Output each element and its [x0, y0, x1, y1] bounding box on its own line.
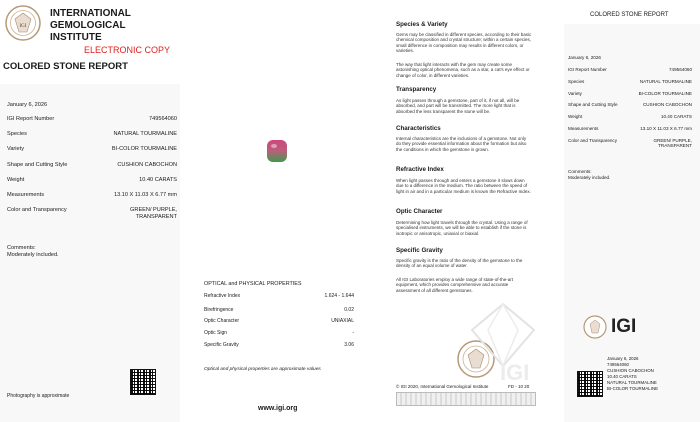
- stub-line: January 6, 2026: [607, 356, 639, 361]
- tourmaline-gem-icon: [266, 139, 288, 163]
- optical-value: -: [352, 330, 354, 336]
- right-comments-label: Comments:: [568, 169, 592, 174]
- optical-value: 3.06: [344, 342, 354, 348]
- form-code: FD - 10 20: [508, 384, 530, 389]
- report-date: January 6, 2026: [7, 102, 48, 108]
- detail-label: Shape and Cutting Style: [7, 162, 68, 168]
- section-paragraph: Determining how light travels through the crystal. Using a range of specialised instruments, we will be able to establish if the stone is isotropic or anisotropic, uniaxial or biaxial.: [396, 220, 528, 236]
- svg-text:IGI: IGI: [19, 24, 27, 29]
- detail-row: [7, 162, 177, 168]
- detail-row: [7, 131, 177, 137]
- right-detail-label: Measurements: [568, 126, 599, 131]
- detail-row: [7, 177, 177, 183]
- optical-label: Optic Character: [204, 318, 240, 324]
- optical-label: Optic Sign: [204, 330, 228, 336]
- detail-row: [7, 116, 177, 122]
- optical-value: UNIAXIAL: [331, 318, 354, 324]
- right-stub-block: [607, 356, 658, 392]
- detail-label: Weight: [7, 177, 25, 183]
- right-detail-label: IGI Report Number: [568, 67, 607, 72]
- section-heading: Characteristics: [396, 125, 441, 132]
- right-report-date: January 6, 2026: [568, 55, 601, 60]
- right-detail-value: CUSHION CABOCHON: [642, 102, 692, 107]
- detail-label: Variety: [7, 146, 24, 152]
- optical-label: Refractive Index: [204, 293, 241, 299]
- detail-value: 10.40 CARATS: [139, 177, 177, 183]
- right-comments-value: Moderately included.: [568, 175, 611, 180]
- optical-properties-title: OPTICAL and PHYSICAL PROPERTIES: [204, 281, 302, 287]
- optical-row: [204, 293, 354, 299]
- detail-row: [7, 146, 177, 152]
- igi-seal-icon: [5, 5, 41, 41]
- section-paragraph: When light passes through and enters a gemstone it slows down due to a difference in the medium. The ratio between the speed of light in air and in a particular medium is known the Refractive Index.: [396, 178, 531, 194]
- igi-seal-icon: [583, 315, 607, 339]
- comments-label: Comments:: [7, 245, 36, 251]
- right-detail-value: BI-COLOR TOURMALINE: [638, 91, 692, 96]
- stub-line: 749564060: [607, 362, 629, 367]
- right-detail-row: [568, 67, 692, 72]
- detail-value: 13.10 X 11.03 X 6.77 mm: [113, 192, 177, 198]
- right-detail-value: NATURAL TOURMALINE: [639, 79, 692, 84]
- right-detail-row: [568, 114, 692, 119]
- optical-label: Specific Gravity: [204, 342, 239, 348]
- photography-note: Photography is approximate: [7, 393, 70, 399]
- electronic-copy-label: ELECTRONIC COPY: [84, 45, 171, 55]
- detail-row: [7, 207, 177, 213]
- right-detail-label: Color and Transparency: [568, 138, 618, 143]
- section-paragraph: All IGI Laboratories employ a wide range of state-of-the-art equipment, which provides comprehensive and accurate assessment of all different gemstones.: [396, 277, 514, 293]
- stub-line: NATURAL TOURMALINE: [607, 380, 657, 385]
- optical-label: Birefringence: [204, 307, 234, 313]
- optical-value: 1.624 - 1.644: [324, 293, 354, 299]
- detail-label: Color and Transparency: [7, 207, 67, 213]
- section-heading: Specific Gravity: [396, 247, 443, 254]
- section-paragraph: As light passes through a gemstone, part of it, if not all, will be absorbed, and part will be transmitted. The more light that is absorbed the less transparent the stone will be.: [396, 98, 520, 114]
- section-paragraph: Gems may be classified in different species, according to their basic chemical composition and crystal structure; within a certain species, small difference in composition may results in different colors, or varieties.: [396, 32, 532, 53]
- optical-value: 0.02: [344, 307, 354, 313]
- detail-value: TRANSPARENT: [135, 214, 177, 220]
- detail-label: Species: [7, 131, 27, 137]
- optical-row: [204, 342, 354, 348]
- detail-label: Measurements: [7, 192, 44, 198]
- org-name-line1: INTERNATIONAL: [50, 8, 131, 19]
- right-detail-row: [568, 102, 692, 107]
- optical-row: [204, 318, 354, 324]
- stub-line: 10.40 CARATS: [607, 374, 637, 379]
- gemstone-photo: [266, 139, 288, 163]
- stub-line: CUSHION CABOCHON: [607, 368, 654, 373]
- detail-value: BI-COLOR TOURMALINE: [111, 146, 177, 152]
- org-name-line3: INSTITUTE: [50, 32, 102, 43]
- qr-code: [130, 369, 156, 395]
- igi-seal-logo: [5, 5, 41, 41]
- optical-note: Optical and physical properties are approximate values: [204, 367, 321, 372]
- right-detail-value: 749564060: [669, 67, 692, 72]
- stub-line: BI-COLOR TOURMALINE: [607, 386, 659, 391]
- optical-row: [204, 307, 354, 313]
- copyright-text: © IGI 2020, International Gemological Institute: [396, 384, 489, 389]
- right-detail-value: GREEN/ PURPLE,: [653, 138, 692, 143]
- detail-row: [7, 192, 177, 198]
- igi-watermark: IGI: [500, 360, 530, 385]
- report-title: COLORED STONE REPORT: [3, 61, 128, 72]
- section-heading: Species & Variety: [396, 21, 448, 28]
- comments-value: Moderately included.: [7, 252, 59, 258]
- section-paragraph: The way that light interacts with the gem may create some astonishing optical phenomena, such as a star, a cat's eye effect or change of color, in different varieties.: [396, 62, 530, 78]
- right-detail-label: Shape and Cutting Style: [568, 102, 618, 107]
- org-name-line2: GEMOLOGICAL: [50, 20, 126, 31]
- right-detail-label: Species: [568, 79, 585, 84]
- right-detail-row: [568, 91, 692, 96]
- right-qr-code: [577, 371, 603, 397]
- website-link[interactable]: www.igi.org: [258, 405, 298, 412]
- section-heading: Transparency: [396, 86, 437, 93]
- right-detail-value: 10.40 CARATS: [660, 114, 692, 119]
- right-detail-row: [568, 79, 692, 84]
- detail-value: 749564060: [149, 116, 177, 122]
- right-report-title: COLORED STONE REPORT: [590, 12, 669, 18]
- right-detail-label: Weight: [568, 114, 583, 119]
- section-heading: Refractive Index: [396, 166, 444, 173]
- igi-brand-logo: [583, 315, 663, 341]
- optical-row: [204, 330, 354, 336]
- right-detail-label: Variety: [568, 91, 582, 96]
- detail-value: CUSHION CABOCHON: [117, 162, 177, 168]
- right-detail-value: 13.10 X 11.03 X 6.77 mm: [640, 126, 692, 131]
- right-detail-value: TRANSPARENT: [658, 143, 692, 148]
- security-hologram: [396, 392, 536, 406]
- detail-label: IGI Report Number: [7, 116, 55, 122]
- section-heading: Optic Character: [396, 208, 443, 215]
- section-paragraph: Internal characteristics are the inclusions of a gemstone. Not only do they provide essential information about the formation but also the conditions in which the gemstone is grown.: [396, 136, 527, 152]
- igi-brand-text: IGI: [611, 316, 637, 337]
- section-paragraph: Specific gravity is the ratio of the density of the gemstone to the density of an equal volume of water.: [396, 258, 523, 269]
- right-detail-row: [568, 126, 692, 131]
- detail-value: NATURAL TOURMALINE: [113, 131, 177, 137]
- detail-value: GREEN/ PURPLE,: [130, 207, 177, 213]
